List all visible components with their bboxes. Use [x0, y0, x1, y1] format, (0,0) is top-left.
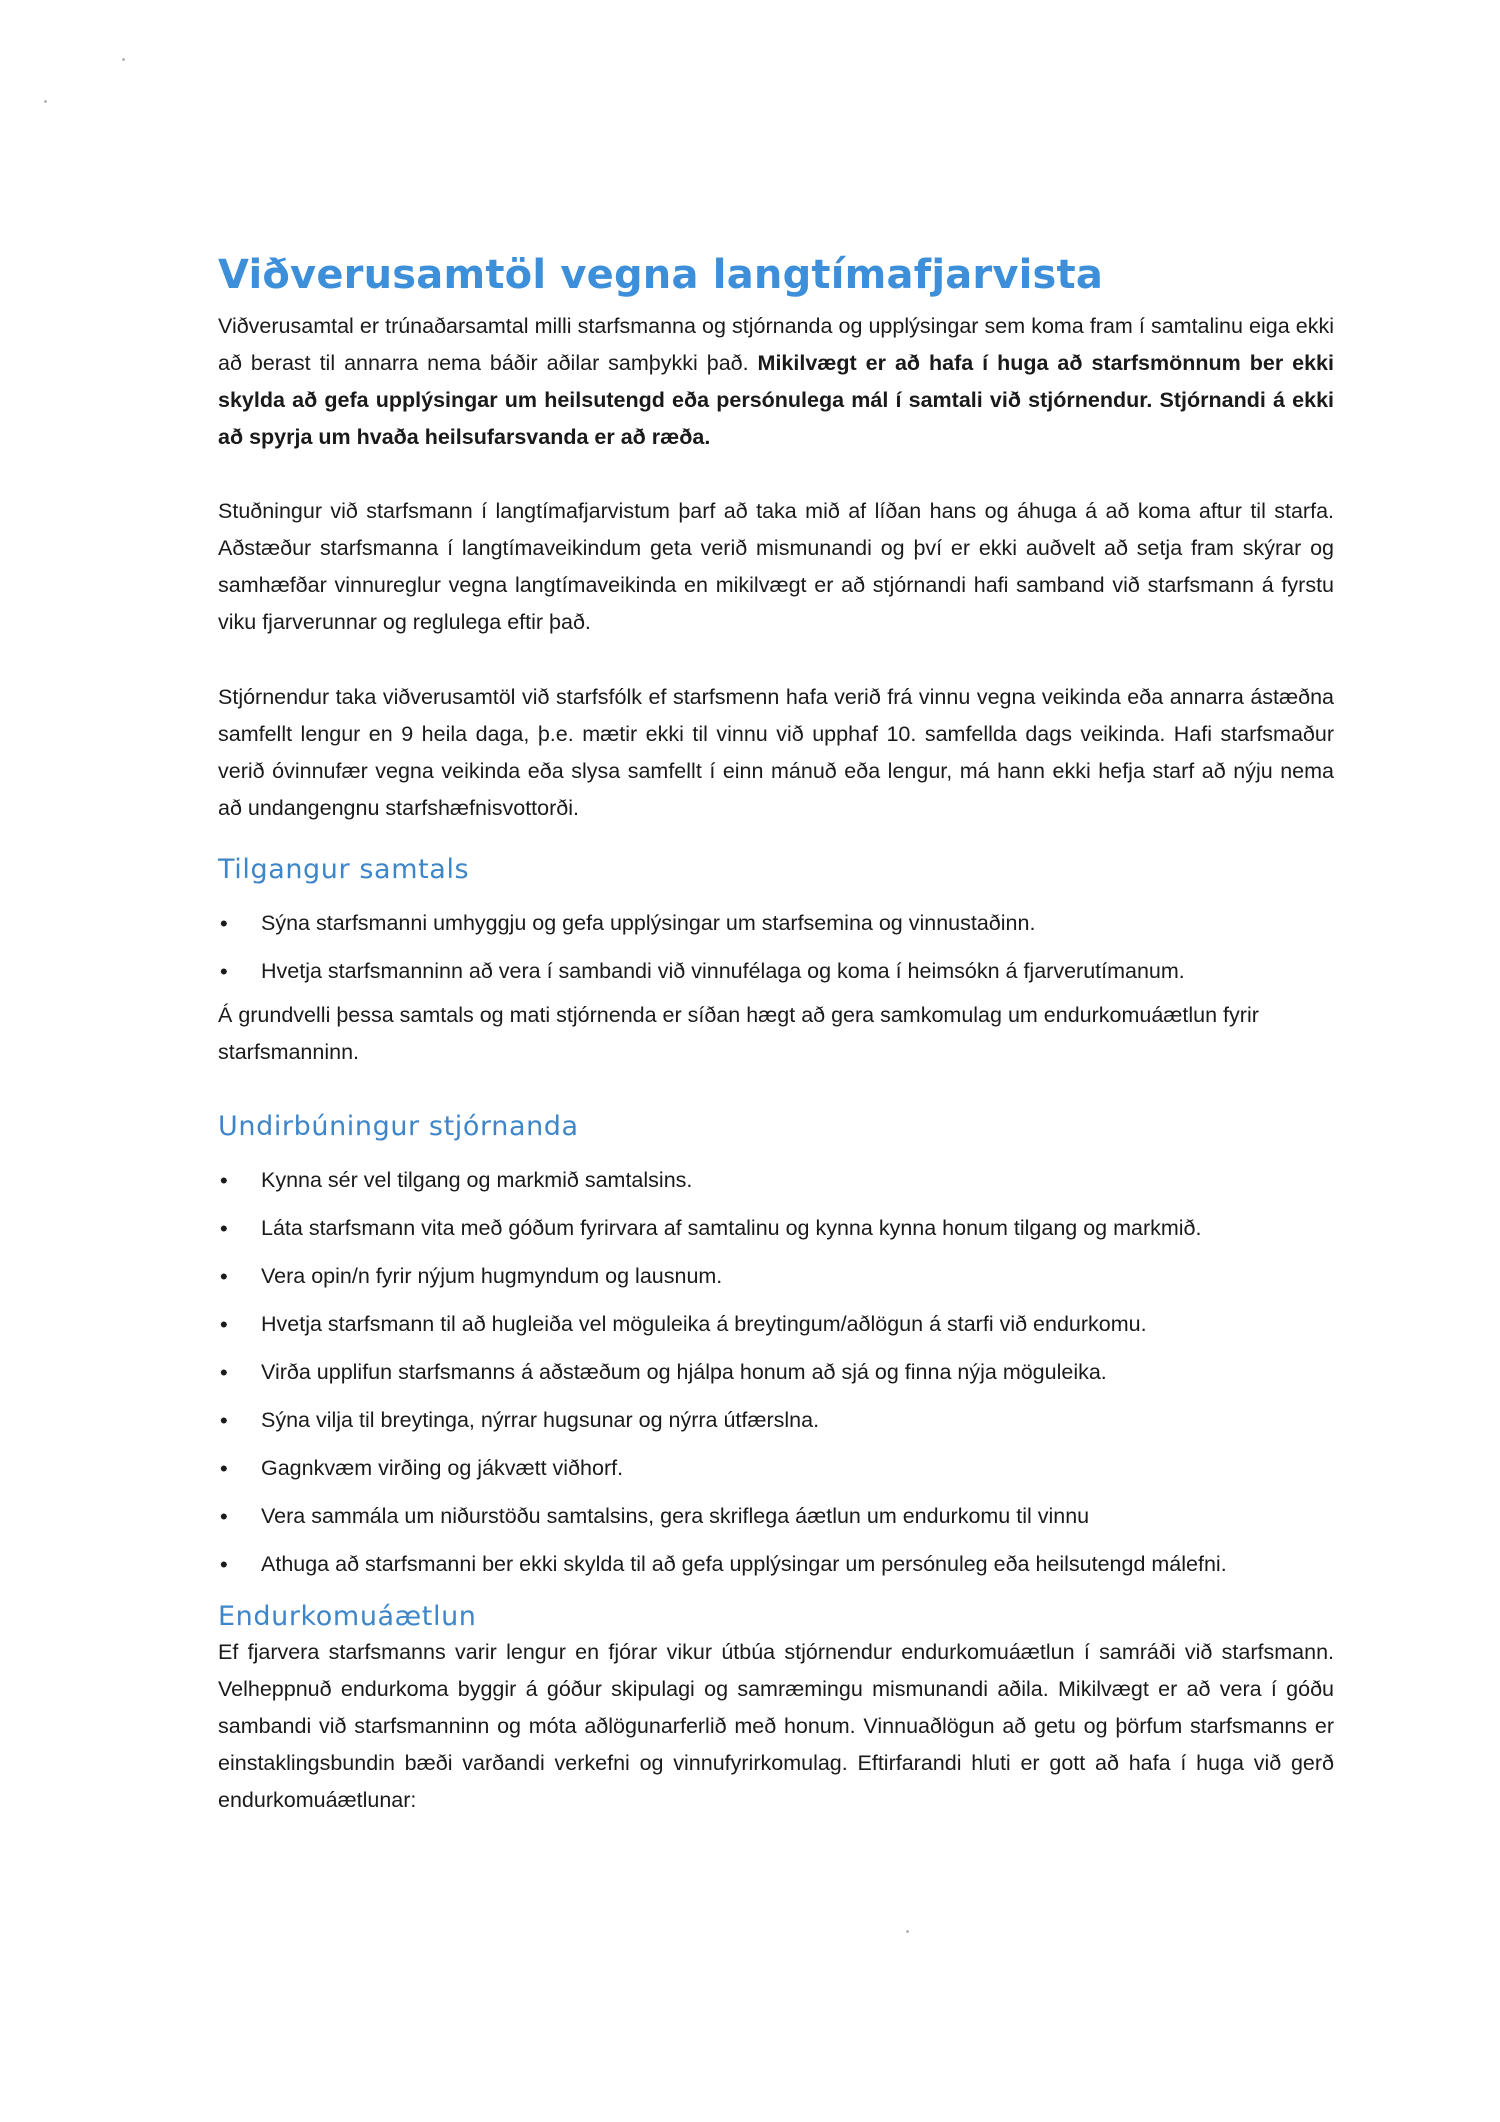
list-item — [218, 1404, 1334, 1437]
list-item-text: Vera sammála um niðurstöðu samtalsins, gera skriflega áætlun um endurkomu til vinnu — [261, 1504, 1090, 1528]
return-plan-paragraph: Ef fjarvera starfsmanns varir lengur en fjórar vikur útbúa stjórnendur endurkomuáætlun í samráði við starfsmann. Velheppnuð endurkoma byggir á góður skipulagi og samræmingu mismunandi aðila. Mikilvægt er að vera í góðu sambandi við starfsmanninn og móta aðlögunarferlið með honum. Vinnuaðlögun að getu og þörfum starfsmanns er einstaklingsbundin bæði varðandi verkefni og vinnufyrirkomulag. Eftirfarandi hluti er gott að hafa í huga við gerð endurkomuáætlunar: — [218, 1640, 1334, 1812]
rules-paragraph: Stjórnendur taka viðverusamtöl við starfsfólk ef starfsmenn hafa verið frá vinnu vegna veikinda eða annarra ástæðna samfellt lengur en 9 heila daga, þ.e. mætir ekki til vinnu við upphaf 10. samfellda dags veikinda. Hafi starfsmaður verið óvinnufær vegna veikinda eða slysa samfellt í einn mánuð eða lengur, má hann ekki hefja starf að nýju nema að undangengnu starfshæfnisvottorði. — [218, 685, 1334, 820]
intro-bold-text: Mikilvægt er að hafa í huga að starfsmönnum ber ekki skylda að gefa upplýsingar um heilsutengd eða persónulega mál í samtali við stjórnendur. Stjórnandi á ekki að spyrja um hvaða heilsufarsvanda er að ræða. — [218, 351, 1334, 449]
page-title: Viðverusamtöl vegna langtímafjarvista — [218, 252, 1104, 298]
purpose-list — [218, 907, 1334, 988]
list-item-text: Athuga að starfsmanni ber ekki skylda til að gefa upplýsingar um persónuleg eða heilsutengd málefni. — [261, 1552, 1227, 1576]
bullet-icon: • — [220, 1552, 228, 1577]
list-item — [218, 907, 1334, 940]
list-item — [218, 1308, 1334, 1341]
bullet-icon: • — [220, 911, 228, 936]
intro-text: Viðverusamtal er trúnaðarsamtal milli starfsmanna og stjórnanda og upplýsingar sem koma fram í samtalinu eiga ekki að berast til annarra nema báðir aðilar samþykki það. — [218, 314, 1334, 375]
preparation-list — [218, 1164, 1334, 1581]
bullet-icon: • — [220, 1312, 228, 1337]
list-item-text: Vera opin/n fyrir nýjum hugmyndum og lausnum. — [261, 1264, 723, 1288]
scan-speck — [122, 58, 125, 61]
list-item-text: Láta starfsmann vita með góðum fyrirvara af samtalinu og kynna kynna honum tilgang og markmið. — [261, 1216, 1202, 1240]
intro-paragraph — [218, 308, 1334, 456]
bullet-icon: • — [220, 1456, 228, 1481]
list-item — [218, 1500, 1334, 1533]
bullet-icon: • — [220, 1408, 228, 1433]
list-item-text: Virða upplifun starfsmanns á aðstæðum og hjálpa honum að sjá og finna nýja möguleika. — [261, 1360, 1107, 1384]
section-heading-purpose: Tilgangur samtals — [218, 854, 470, 885]
list-item — [218, 1452, 1334, 1485]
scan-speck — [44, 100, 47, 103]
list-item-text: Hvetja starfsmanninn að vera í sambandi við vinnufélaga og koma í heimsókn á fjarverutímanum. — [261, 959, 1185, 983]
bullet-icon: • — [220, 1168, 228, 1193]
bullet-icon: • — [220, 959, 228, 984]
bullet-icon: • — [220, 1264, 228, 1289]
list-item-text: Kynna sér vel tilgang og markmið samtalsins. — [261, 1168, 693, 1192]
bullet-icon: • — [220, 1504, 228, 1529]
section-heading-preparation: Undirbúningur stjórnanda — [218, 1111, 579, 1142]
list-item-text: Gagnkvæm virðing og jákvætt viðhorf. — [261, 1456, 624, 1480]
support-paragraph: Stuðningur við starfsmann í langtímafjarvistum þarf að taka mið af líðan hans og áhuga á að koma aftur til starfa. Aðstæður starfsmanna í langtímaveikindum geta verið mismunandi og því er ekki auðvelt að setja fram skýrar og samhæfðar vinnureglur vegna langtímaveikinda en mikilvægt er að stjórnandi hafi samband við starfsmann á fyrstu viku fjarverunnar og reglulega eftir það. — [218, 499, 1334, 634]
section-heading-return-plan: Endurkomuáætlun — [218, 1601, 477, 1632]
scan-speck — [906, 1930, 909, 1933]
list-item-text: Hvetja starfsmann til að hugleiða vel möguleika á breytingum/aðlögun á starfi við endurkomu. — [261, 1312, 1147, 1336]
bullet-icon: • — [220, 1216, 228, 1241]
list-item — [218, 1356, 1334, 1389]
document-page — [218, 252, 1334, 1819]
list-item — [218, 955, 1334, 988]
list-item-text: Sýna starfsmanni umhyggju og gefa upplýsingar um starfsemina og vinnustaðinn. — [261, 911, 1036, 935]
list-item — [218, 1212, 1334, 1245]
list-item — [218, 1164, 1334, 1197]
list-item — [218, 1548, 1334, 1581]
list-item-text: Sýna vilja til breytinga, nýrrar hugsunar og nýrra útfærslna. — [261, 1408, 820, 1432]
purpose-followup-paragraph: Á grundvelli þessa samtals og mati stjórnenda er síðan hægt að gera samkomulag um endurkomuáætlun fyrir starfsmanninn. — [218, 1003, 1259, 1064]
bullet-icon: • — [220, 1360, 228, 1385]
list-item — [218, 1260, 1334, 1293]
